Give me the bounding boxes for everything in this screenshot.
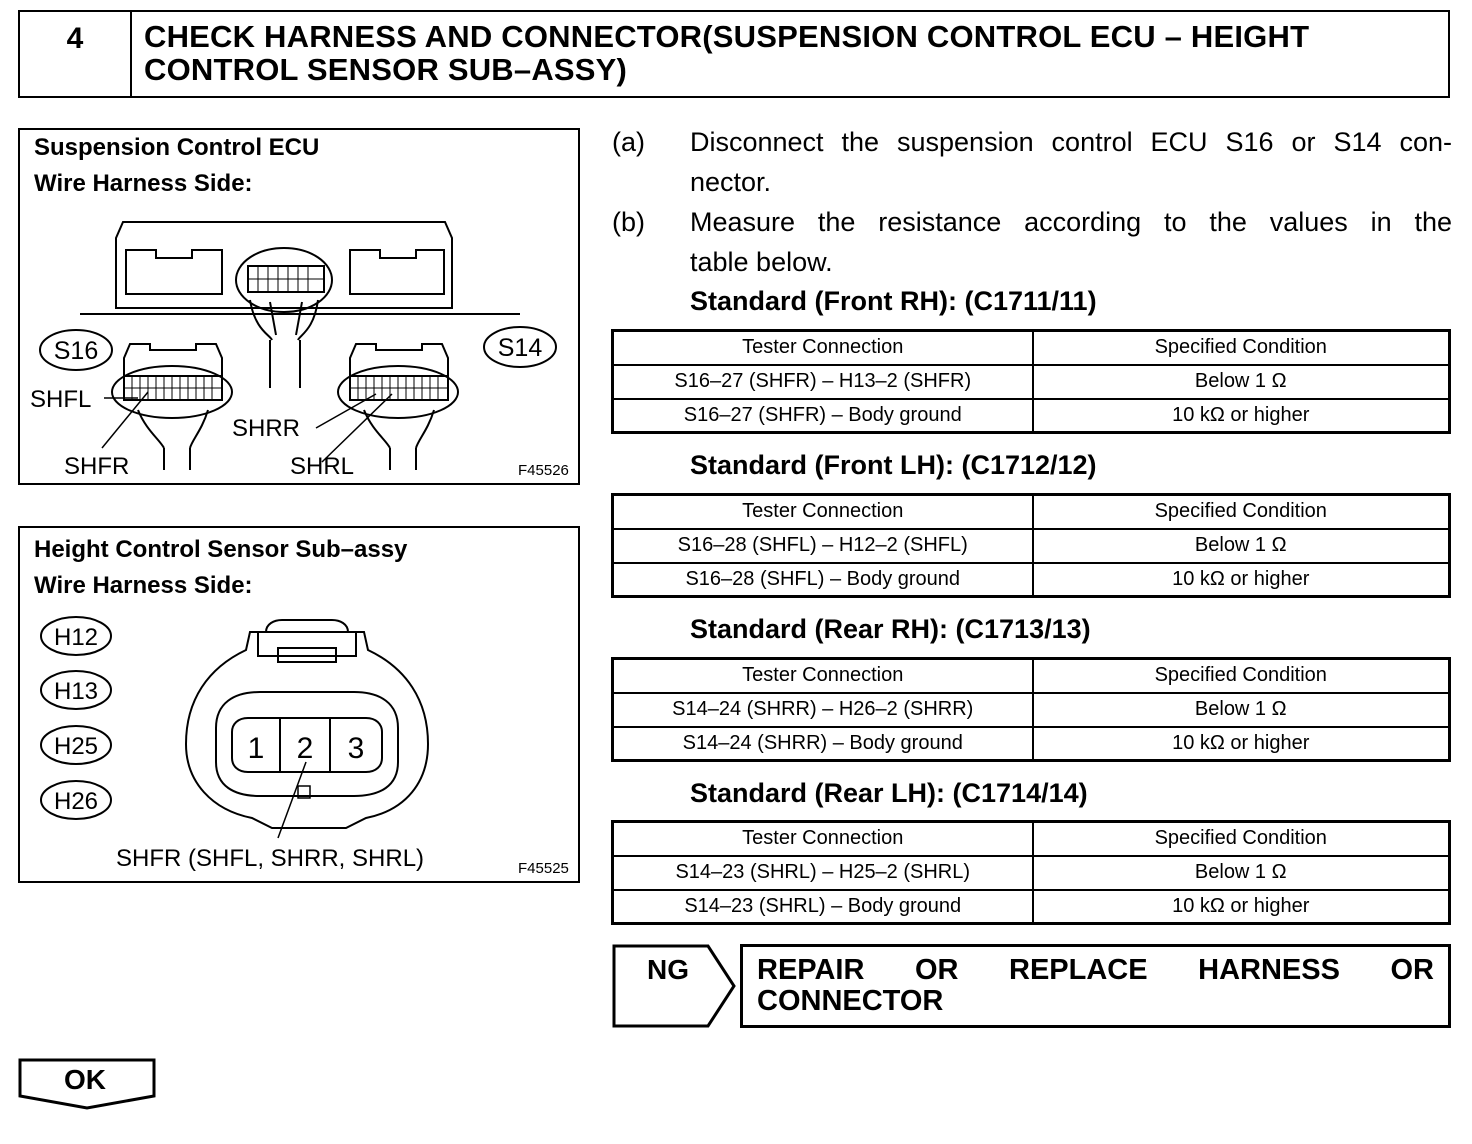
- label-h26: H26: [53, 788, 99, 815]
- step-a-text-line2: nector.: [690, 167, 772, 197]
- ng-word: OR: [1390, 954, 1434, 986]
- ok-indicator: [18, 1058, 156, 1110]
- label-shrl: SHRL: [290, 453, 355, 480]
- ng-word: HARNESS: [1198, 954, 1340, 986]
- table-row: [613, 856, 1450, 890]
- standard-title-front-rh: Standard (Front RH): (C1711/11): [690, 286, 1097, 316]
- ng-word: REPAIR: [757, 954, 865, 986]
- label-s16: S16: [53, 337, 99, 365]
- step-header: [18, 10, 1450, 98]
- figure2-title-line1: Height Control Sensor Sub–assy: [34, 536, 408, 563]
- table-row: [613, 727, 1450, 761]
- cell-specified-condition: 10 kΩ or higher: [1033, 727, 1450, 761]
- cell-specified-condition: 10 kΩ or higher: [1033, 563, 1450, 597]
- table-header-row: [613, 495, 1450, 529]
- header-tester-connection: Tester Connection: [613, 331, 1033, 365]
- figure1-title-line2: Wire Harness Side:: [34, 170, 253, 197]
- ng-label: NG: [647, 954, 689, 985]
- cell-specified-condition: 10 kΩ or higher: [1033, 890, 1450, 924]
- header-specified-condition: Specified Condition: [1033, 495, 1450, 529]
- label-h13: H13: [53, 678, 99, 705]
- standard-title-front-lh: Standard (Front LH): (C1712/12): [690, 450, 1097, 480]
- ng-word: REPLACE: [1009, 954, 1148, 986]
- table-row: [613, 693, 1450, 727]
- ng-result-line1: [757, 955, 1434, 986]
- ecu-connector-diagram: [20, 130, 578, 483]
- cell-tester-connection: S14–24 (SHRR) – H26–2 (SHRR): [613, 693, 1033, 727]
- cell-specified-condition: 10 kΩ or higher: [1033, 399, 1450, 433]
- label-s14: S14: [497, 334, 543, 362]
- standard-title-rear-lh: Standard (Rear LH): (C1714/14): [690, 778, 1088, 808]
- table-row: [613, 529, 1450, 563]
- header-tester-connection: Tester Connection: [613, 495, 1033, 529]
- table-row: [613, 365, 1450, 399]
- table-header-row: [613, 331, 1450, 365]
- standard-table-rear-lh: [611, 820, 1451, 925]
- figure1-title-line1: Suspension Control ECU: [34, 134, 320, 161]
- pin-1: 1: [247, 732, 265, 765]
- step-b-label: (b): [612, 207, 645, 237]
- step-number: 4: [20, 12, 132, 96]
- ng-word: OR: [914, 954, 959, 986]
- standard-title-rear-rh: Standard (Rear RH): (C1713/13): [690, 614, 1091, 644]
- table-header-row: [613, 659, 1450, 693]
- label-shfr: SHFR: [64, 453, 130, 480]
- label-shfl: SHFL: [30, 386, 92, 413]
- cell-tester-connection: S16–27 (SHFR) – H13–2 (SHFR): [613, 365, 1033, 399]
- figure-height-sensor-connector: [18, 526, 580, 883]
- cell-tester-connection: S14–23 (SHRL) – Body ground: [613, 890, 1033, 924]
- header-tester-connection: Tester Connection: [613, 659, 1033, 693]
- pin-3: 3: [347, 732, 365, 765]
- figure2-caption: SHFR (SHFL, SHRR, SHRL): [116, 845, 425, 872]
- table-row: [613, 890, 1450, 924]
- step-title-line2: CONTROL SENSOR SUB–ASSY): [144, 52, 628, 87]
- ng-result-line2: CONNECTOR: [757, 985, 944, 1017]
- cell-specified-condition: Below 1 Ω: [1033, 529, 1450, 563]
- header-tester-connection: Tester Connection: [613, 822, 1033, 856]
- step-a-label: (a): [612, 127, 645, 157]
- figure-ecu-connector: [18, 128, 580, 485]
- step-title: [132, 12, 1448, 96]
- step-b-text-line1: Measure the resistance according to the values in the: [690, 207, 1452, 237]
- table-row: [613, 563, 1450, 597]
- figure2-code: F45525: [518, 860, 569, 877]
- height-sensor-diagram: [20, 528, 578, 881]
- step-b: [612, 202, 1452, 282]
- table-row: [613, 399, 1450, 433]
- cell-tester-connection: S16–28 (SHFL) – H12–2 (SHFL): [613, 529, 1033, 563]
- cell-tester-connection: S14–23 (SHRL) – H25–2 (SHRL): [613, 856, 1033, 890]
- header-specified-condition: Specified Condition: [1033, 331, 1450, 365]
- label-h12: H12: [53, 624, 99, 651]
- step-title-line1: CHECK HARNESS AND CONNECTOR(SUSPENSION CONTROL ECU – HEIGHT: [144, 19, 1310, 54]
- pin-2: 2: [296, 732, 314, 765]
- table-header-row: [613, 822, 1450, 856]
- step-a-text-line1: Disconnect the suspension control ECU S16 or S14 con-: [690, 127, 1452, 157]
- standard-table-front-lh: [611, 493, 1451, 598]
- step-b-text-line2: table below.: [690, 247, 833, 277]
- standard-table-rear-rh: [611, 657, 1451, 762]
- ng-indicator: [612, 944, 738, 1028]
- header-specified-condition: Specified Condition: [1033, 659, 1450, 693]
- ng-result-box: [740, 944, 1451, 1028]
- cell-tester-connection: S14–24 (SHRR) – Body ground: [613, 727, 1033, 761]
- cell-tester-connection: S16–28 (SHFL) – Body ground: [613, 563, 1033, 597]
- standard-table-front-rh: [611, 329, 1451, 434]
- label-shrr: SHRR: [232, 415, 301, 442]
- label-h25: H25: [53, 733, 99, 760]
- cell-specified-condition: Below 1 Ω: [1033, 365, 1450, 399]
- header-specified-condition: Specified Condition: [1033, 822, 1450, 856]
- figure1-code: F45526: [518, 462, 569, 479]
- cell-specified-condition: Below 1 Ω: [1033, 693, 1450, 727]
- ok-label: OK: [64, 1064, 106, 1095]
- cell-specified-condition: Below 1 Ω: [1033, 856, 1450, 890]
- cell-tester-connection: S16–27 (SHFR) – Body ground: [613, 399, 1033, 433]
- step-a: [612, 122, 1452, 202]
- figure2-title-line2: Wire Harness Side:: [34, 572, 253, 599]
